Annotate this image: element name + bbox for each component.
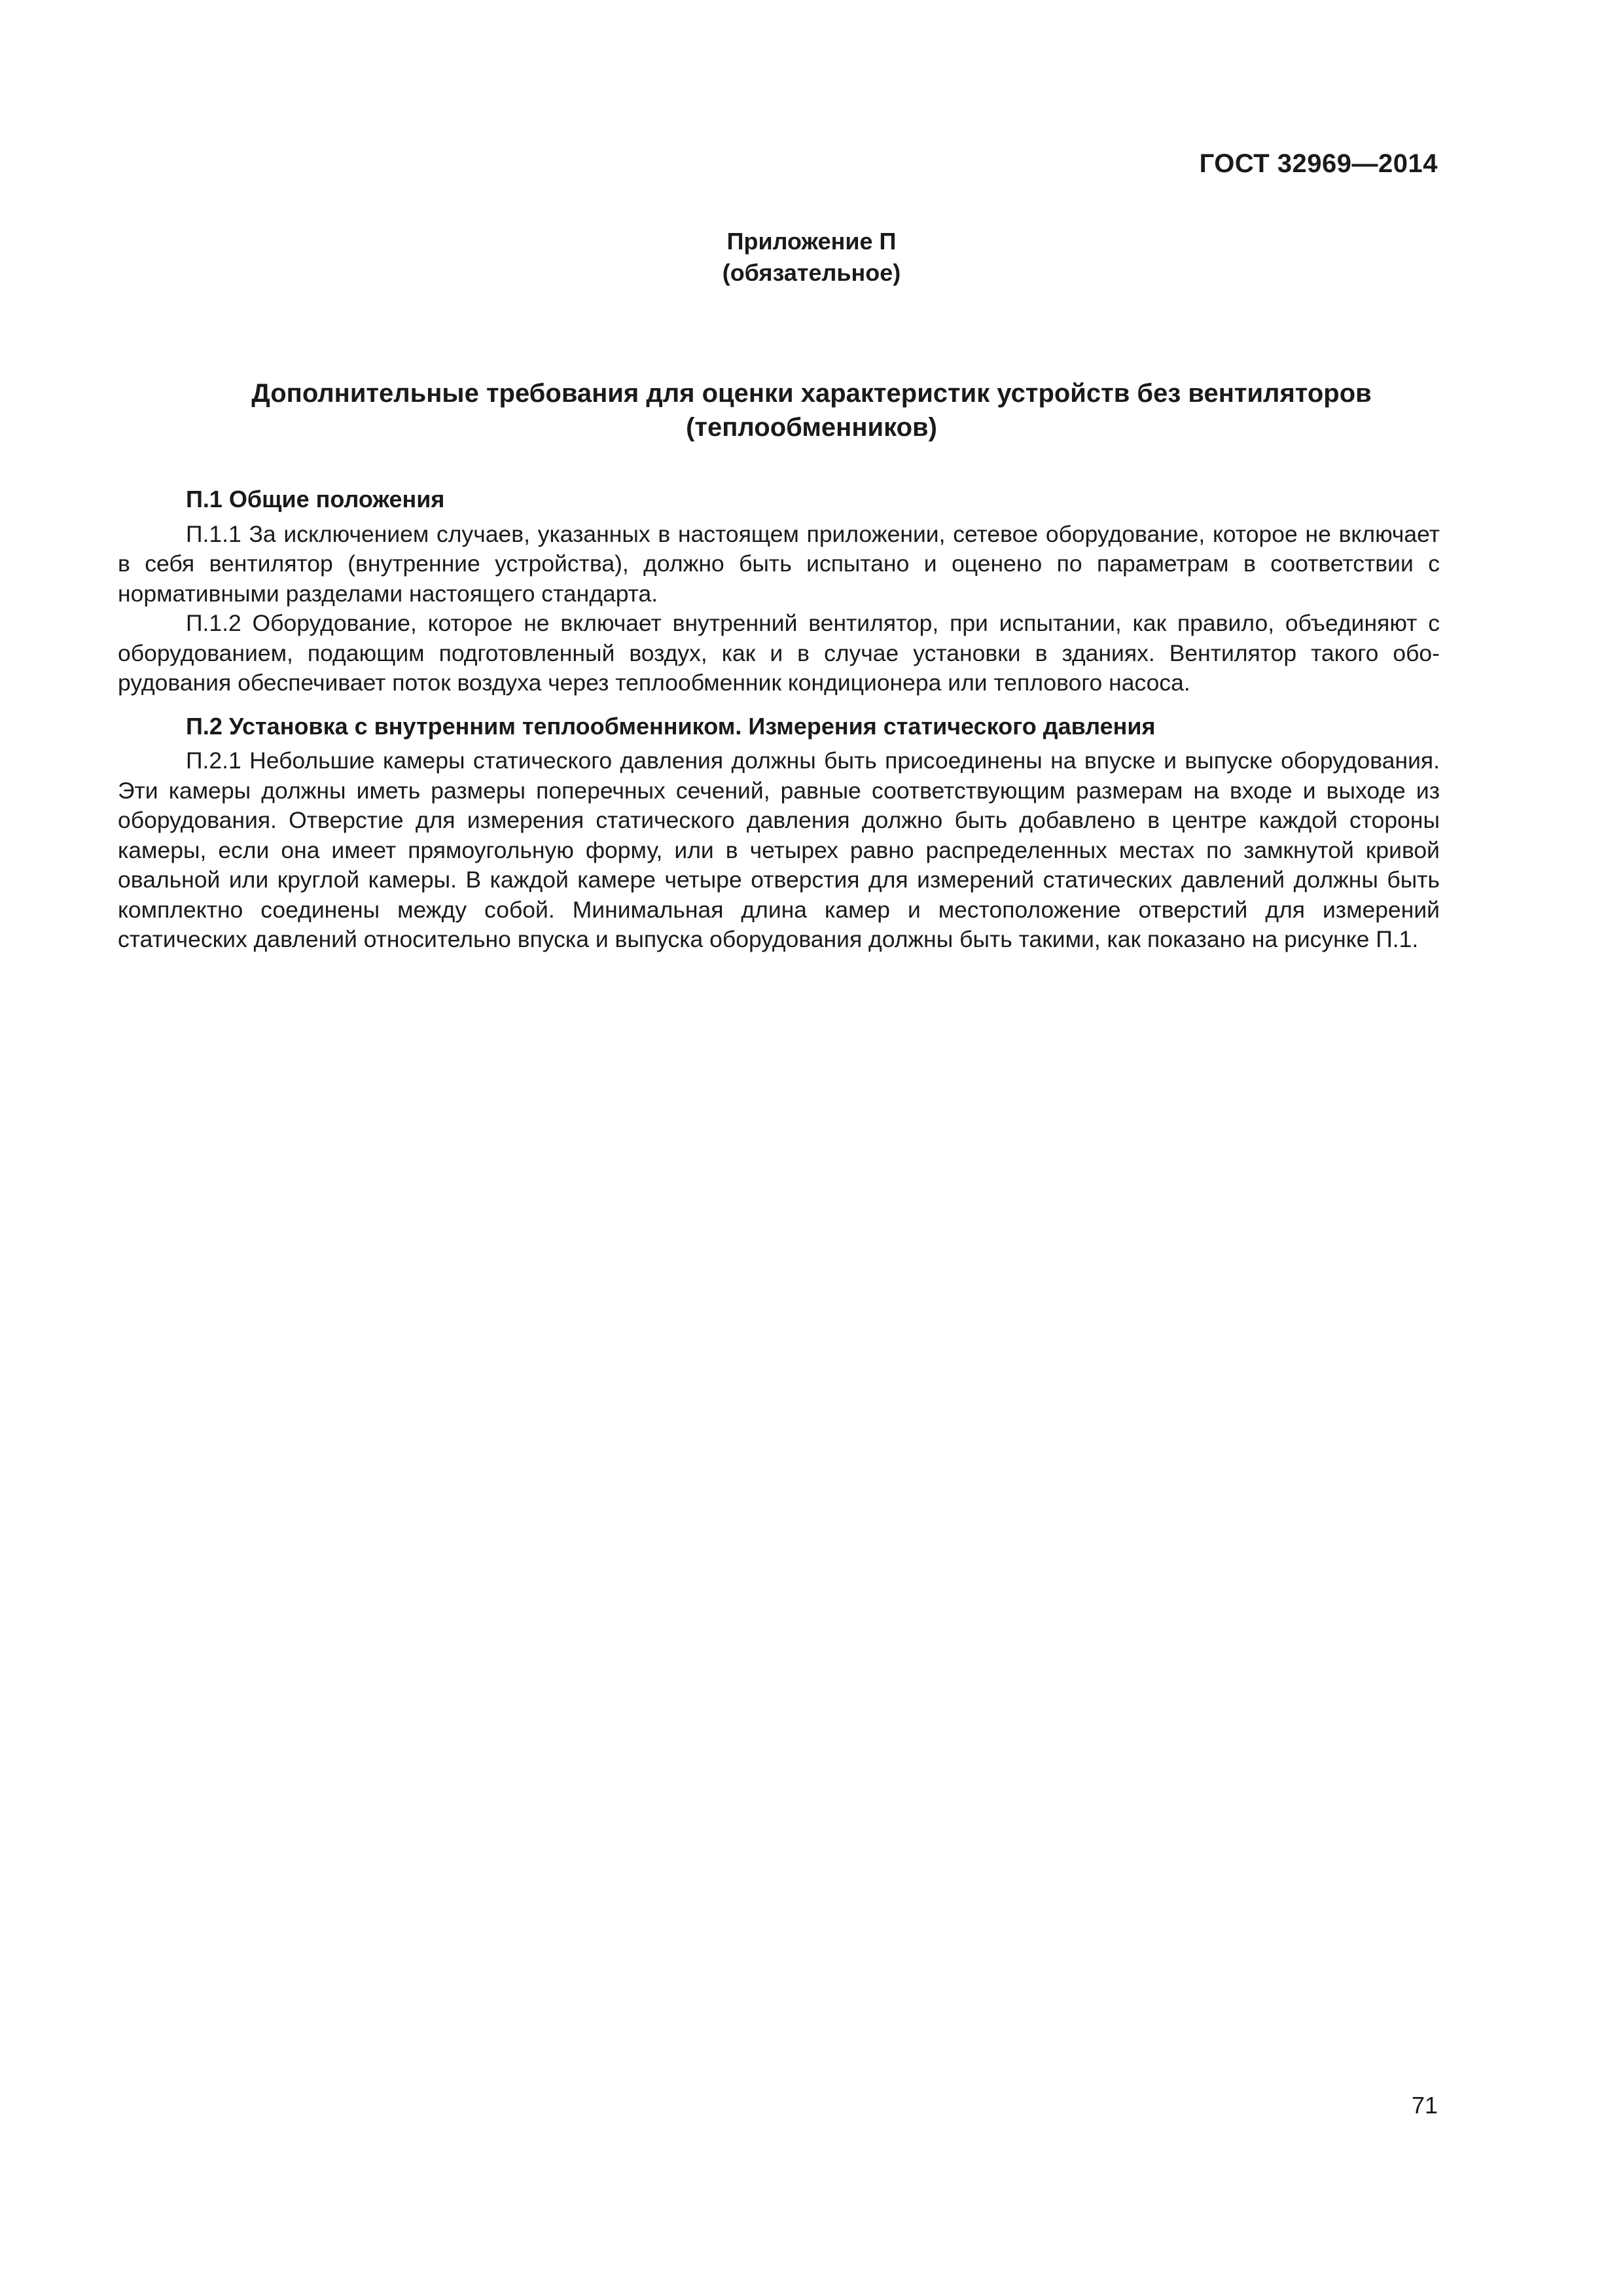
document-body	[118, 484, 1440, 955]
appendix-status: (обязательное)	[722, 259, 901, 286]
appendix-title-line-2: (теплообменников)	[686, 413, 937, 442]
paragraph-p1-1: П.1.1 За исключением случаев, указанных в настоящем приложении, сетевое оборудование, которое не включает в себя вентилятор (внутренние устройства), должно быть испытано и оценено по параметрам в соответствии с нормативными разделами настоящего стандарта.	[118, 520, 1440, 607]
appendix-block	[0, 226, 1623, 289]
appendix-label: Приложение П	[726, 228, 897, 255]
paragraph-p2-1: П.2.1 Небольшие камеры статического давления должны быть присоединены на впуске и выпуске оборудования. Эти камеры должны иметь размеры поперечных сечений, равные соответствующим размерам на входе и выходе из оборудования. Отверстие для измерения статического давления должно быть добавлено в центре каждой стороны камеры, если она имеет прямоугольную форму, или в четырех равно распределенных местах по замкнутой кривой овальной или круглой камеры. В каждой камере четыре отверстия для измерений статических давлений должны быть комплектно соединены между собой. Минимальная длина камер и местоположение отверстий для измерений статических давлений относительно впуска и выпуска оборудования должны быть такими, как показано на рисунке П.1.	[118, 747, 1440, 952]
standard-code: ГОСТ 32969—2014	[1199, 149, 1438, 178]
section-heading-p2: П.2 Установка с внутренним теплообменником. Измерения статического давления	[186, 712, 1156, 740]
section-heading-p1: П.1 Общие положения	[186, 486, 445, 512]
appendix-title	[131, 376, 1492, 444]
page-number: 71	[1411, 2092, 1438, 2119]
appendix-title-line-1: Дополнительные требования для оценки характеристик устройств без вентиляторов	[251, 379, 1372, 408]
paragraph-p1-2: П.1.2 Оборудование, которое не включает внутренний вентилятор, при испытании, как правило, объединяют с оборудованием, подающим подготовленный воздух, как и в случае установки в зданиях. Вентилятор такого оборудования обеспечивает поток воздуха через теплообменник кондиционера или теплового насоса.	[118, 610, 1440, 696]
